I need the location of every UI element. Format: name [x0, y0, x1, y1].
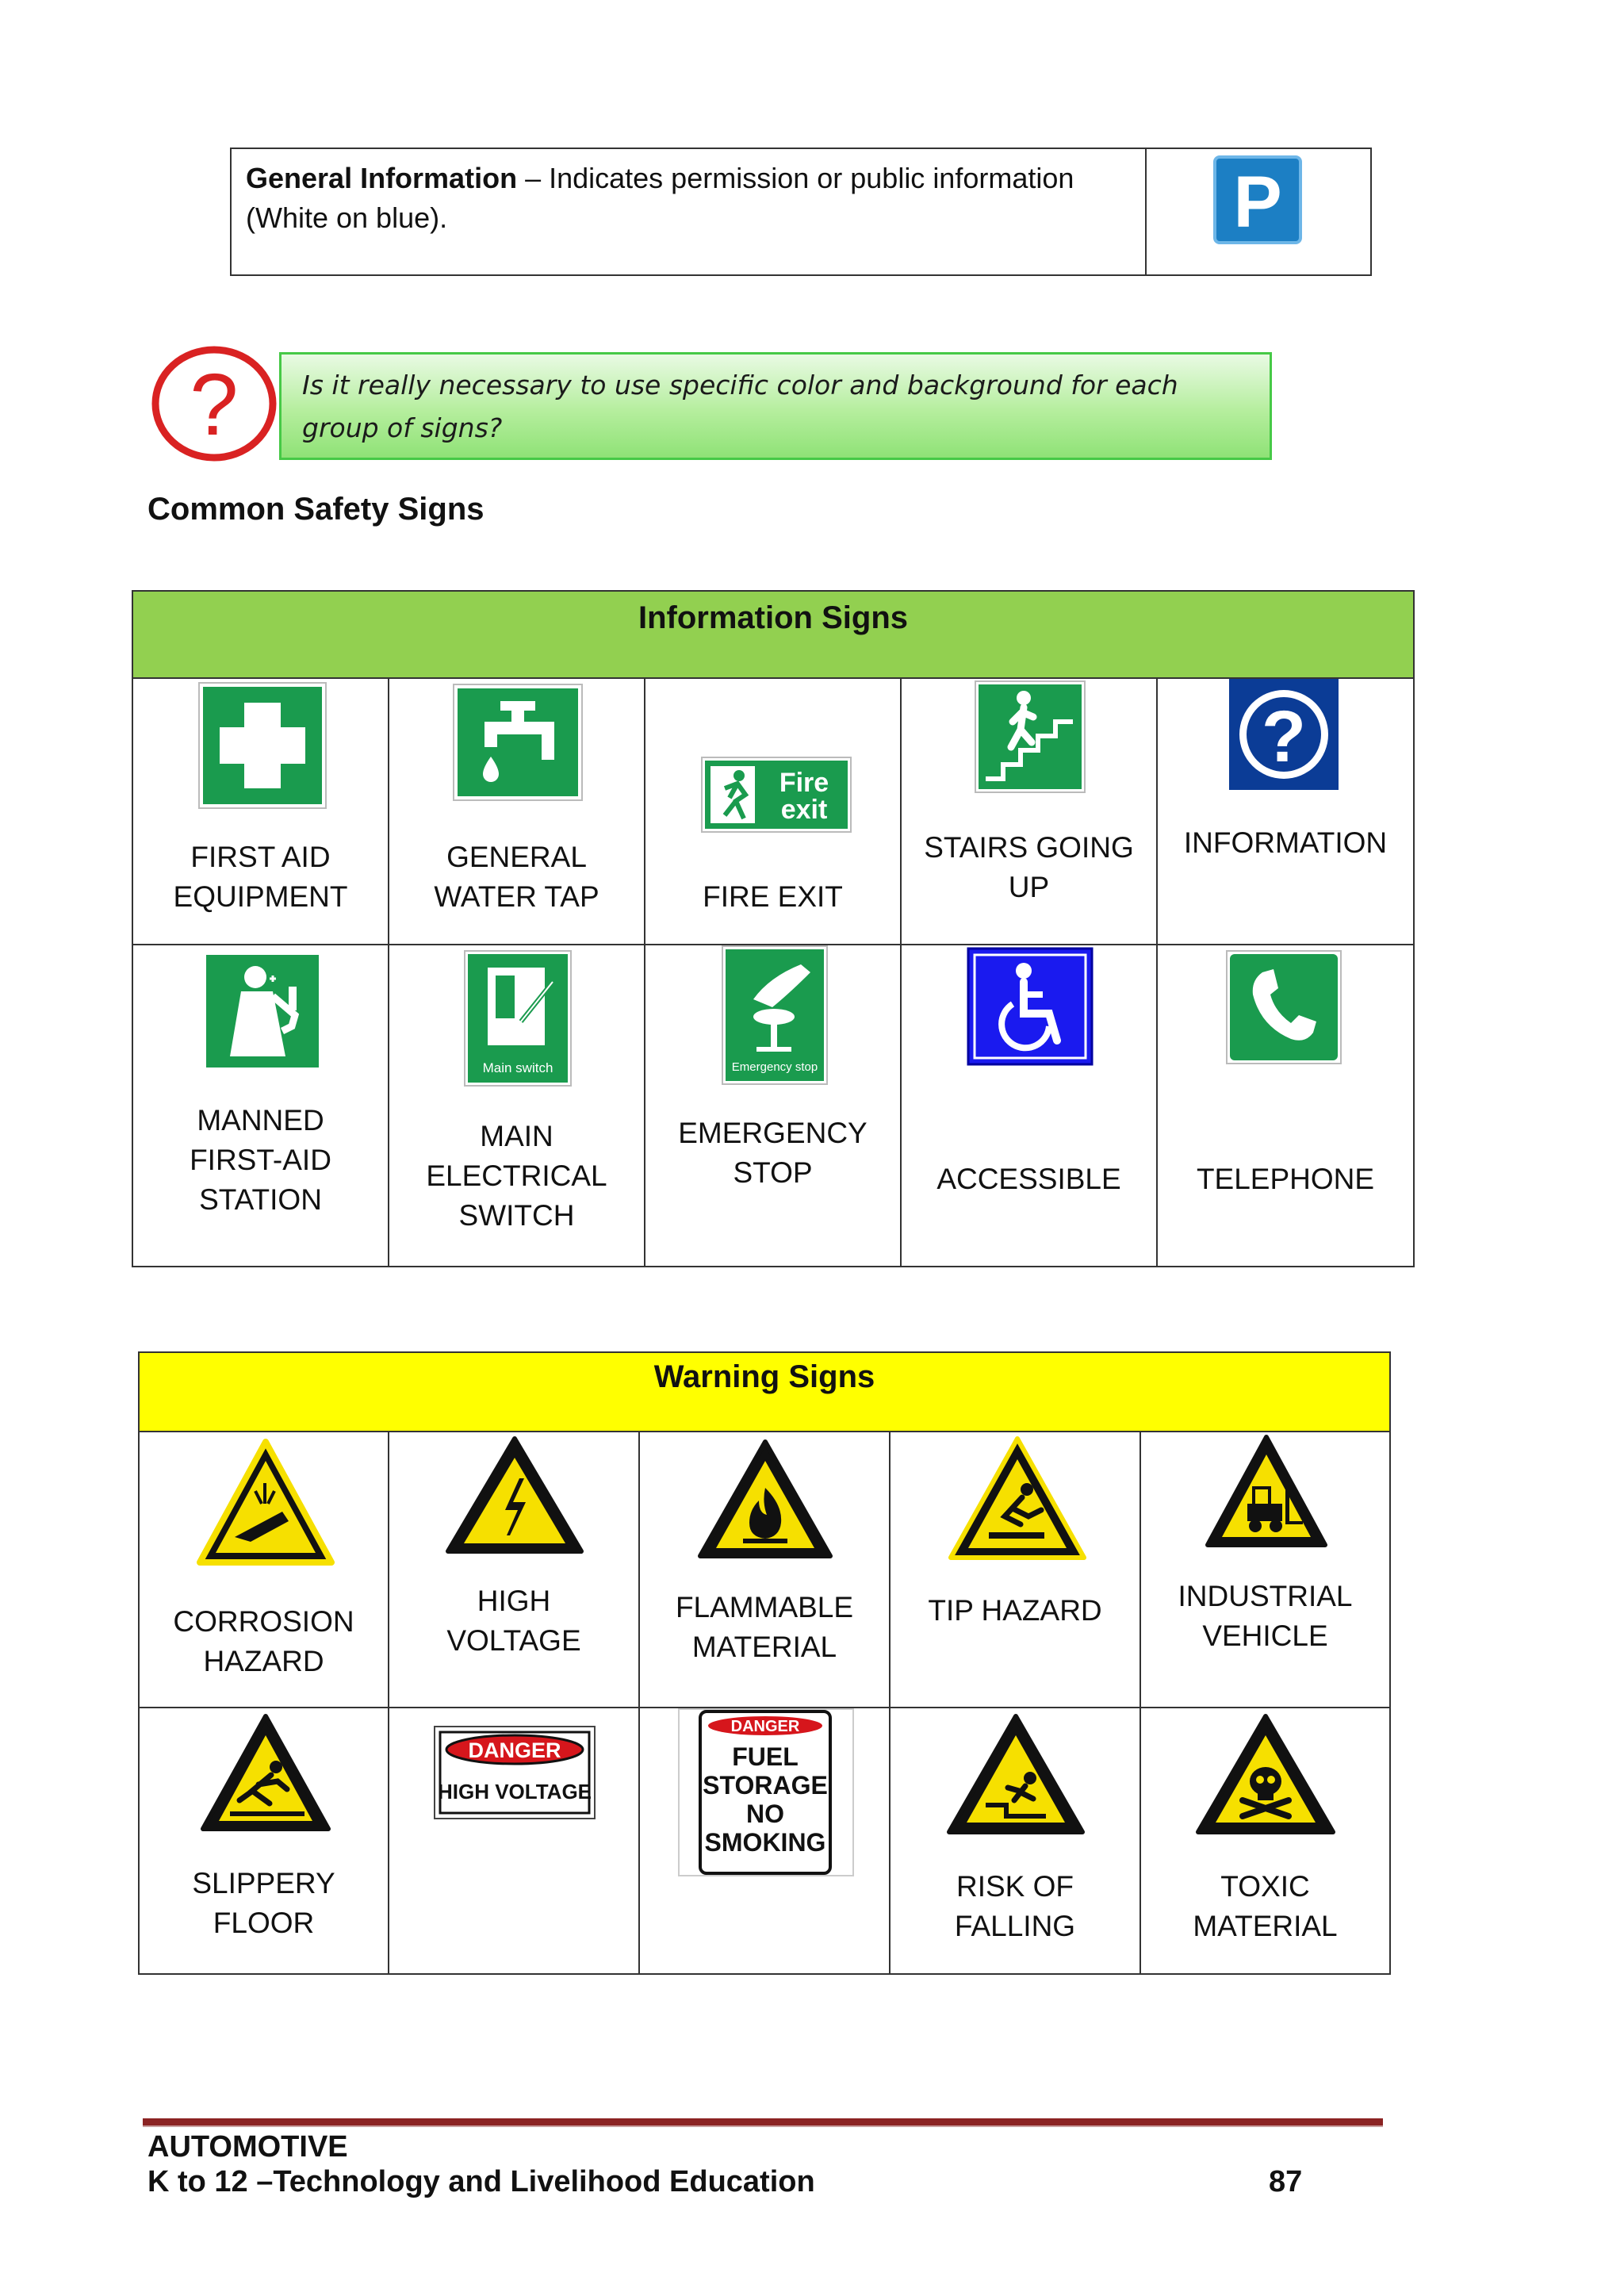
manned-first-aid-icon — [206, 955, 319, 1068]
sign-cell-emergency-stop — [645, 945, 902, 1266]
sign-cell-water-tap — [389, 679, 645, 945]
sign-label: RISK OF FALLING — [954, 1870, 1076, 1942]
sign-cell-flammable — [640, 1432, 891, 1708]
sign-cell-danger-fuel-storage — [640, 1708, 891, 1973]
sign-cell-main-switch — [389, 945, 645, 1266]
no-text: NO — [746, 1800, 784, 1828]
flammable-icon — [695, 1437, 835, 1562]
general-info-table — [230, 148, 1372, 276]
question-mark-icon — [151, 346, 278, 462]
sign-label: ACCESSIBLE — [936, 1163, 1121, 1195]
sign-label: GENERAL WATER TAP — [434, 841, 599, 913]
storage-text: STORAGE — [703, 1771, 828, 1800]
high-voltage-icon — [443, 1434, 586, 1556]
telephone-icon — [1226, 950, 1342, 1064]
fire-exit-icon — [701, 757, 852, 833]
page-number: 87 — [1269, 2165, 1303, 2198]
parking-letter: P — [1233, 162, 1282, 243]
sign-cell-toxic — [1141, 1708, 1389, 1973]
sign-cell-danger-high-voltage — [389, 1708, 640, 1973]
stairs-up-icon — [975, 680, 1086, 793]
sign-cell-industrial-vehicle — [1141, 1432, 1389, 1708]
footer-subject: AUTOMOTIVE — [147, 2130, 348, 2164]
sign-cell-risk-of-falling — [891, 1708, 1141, 1973]
danger-label-2: DANGER — [730, 1718, 800, 1735]
sign-cell-high-voltage — [389, 1432, 640, 1708]
emergency-stop-icon — [722, 945, 828, 1085]
warning-signs-header: Warning Signs — [140, 1353, 1389, 1432]
warning-signs-table — [138, 1351, 1391, 1975]
footer-course: K to 12 –Technology and Livelihood Education — [147, 2165, 815, 2198]
sign-cell-tip-hazard — [891, 1432, 1141, 1708]
information-icon — [1229, 679, 1339, 790]
sign-label: FIRE EXIT — [703, 880, 843, 913]
danger-label-1: DANGER — [468, 1738, 561, 1762]
svg-text:?: ? — [1261, 696, 1307, 777]
footer-divider — [143, 2118, 1383, 2127]
emergency-stop-text: Emergency stop — [731, 1060, 818, 1074]
sign-label: FLAMMABLE MATERIAL — [675, 1591, 854, 1663]
toxic-icon — [1193, 1711, 1338, 1838]
smoking-text: SMOKING — [704, 1828, 826, 1857]
danger-fuel-storage-sign — [678, 1708, 854, 1876]
sign-label: MANNED FIRST-AID STATION — [190, 1104, 331, 1216]
sign-cell-stairs-up — [902, 679, 1158, 945]
danger-high-voltage-text: HIGH VOLTAGE — [437, 1780, 592, 1803]
sign-label: SLIPPERY FLOOR — [192, 1867, 335, 1939]
sign-cell-manned-first-aid — [133, 945, 389, 1266]
tip-hazard-icon — [946, 1434, 1089, 1564]
main-switch-text: Main switch — [482, 1060, 553, 1075]
general-info-label: General Information — [246, 162, 518, 194]
slippery-floor-icon — [198, 1711, 333, 1835]
sign-label: CORROSION HAZARD — [173, 1605, 354, 1677]
sign-cell-information — [1158, 679, 1413, 945]
water-tap-icon — [453, 684, 583, 801]
question-callout: Is it really necessary to use specific color and background for each group of signs? — [279, 352, 1272, 460]
sign-cell-slippery-floor — [140, 1708, 389, 1973]
fire-exit-text-2: exit — [780, 795, 828, 825]
general-info-text — [232, 149, 1147, 274]
sign-cell-telephone — [1158, 945, 1413, 1266]
fuel-text: FUEL — [732, 1742, 799, 1771]
information-signs-table — [132, 590, 1415, 1267]
corrosion-icon — [195, 1435, 336, 1570]
fire-exit-text-1: Fire — [779, 768, 829, 798]
sign-label: INFORMATION — [1183, 826, 1388, 859]
sign-cell-fire-exit — [645, 679, 902, 945]
general-info-description: – Indicates permission or public information (White on blue). — [246, 162, 1074, 234]
sign-label: HIGH VOLTAGE — [446, 1585, 581, 1657]
sign-label: STAIRS GOING UP — [924, 831, 1134, 903]
information-signs-header: Information Signs — [133, 592, 1413, 679]
sign-cell-corrosion — [140, 1432, 389, 1708]
first-aid-icon — [198, 682, 327, 809]
sign-label: TELEPHONE — [1196, 1163, 1375, 1195]
parking-sign-icon — [1145, 149, 1370, 274]
sign-cell-first-aid — [133, 679, 389, 945]
sign-cell-accessible — [902, 945, 1158, 1266]
sign-label: FIRST AID EQUIPMENT — [173, 841, 348, 913]
sign-label: MAIN ELECTRICAL SWITCH — [426, 1120, 607, 1232]
forklift-icon — [1203, 1432, 1330, 1550]
sign-label: TOXIC MATERIAL — [1193, 1870, 1338, 1942]
risk-of-falling-icon — [944, 1711, 1087, 1838]
main-switch-icon — [464, 950, 572, 1087]
wheelchair-icon — [967, 947, 1094, 1066]
sign-label: TIP HAZARD — [928, 1594, 1102, 1627]
sign-label: INDUSTRIAL VEHICLE — [1178, 1580, 1353, 1652]
danger-high-voltage-sign — [434, 1726, 596, 1819]
svg-text:?: ? — [190, 356, 239, 454]
section-title: Common Safety Signs — [147, 492, 485, 527]
sign-label: EMERGENCY STOP — [678, 1117, 868, 1189]
